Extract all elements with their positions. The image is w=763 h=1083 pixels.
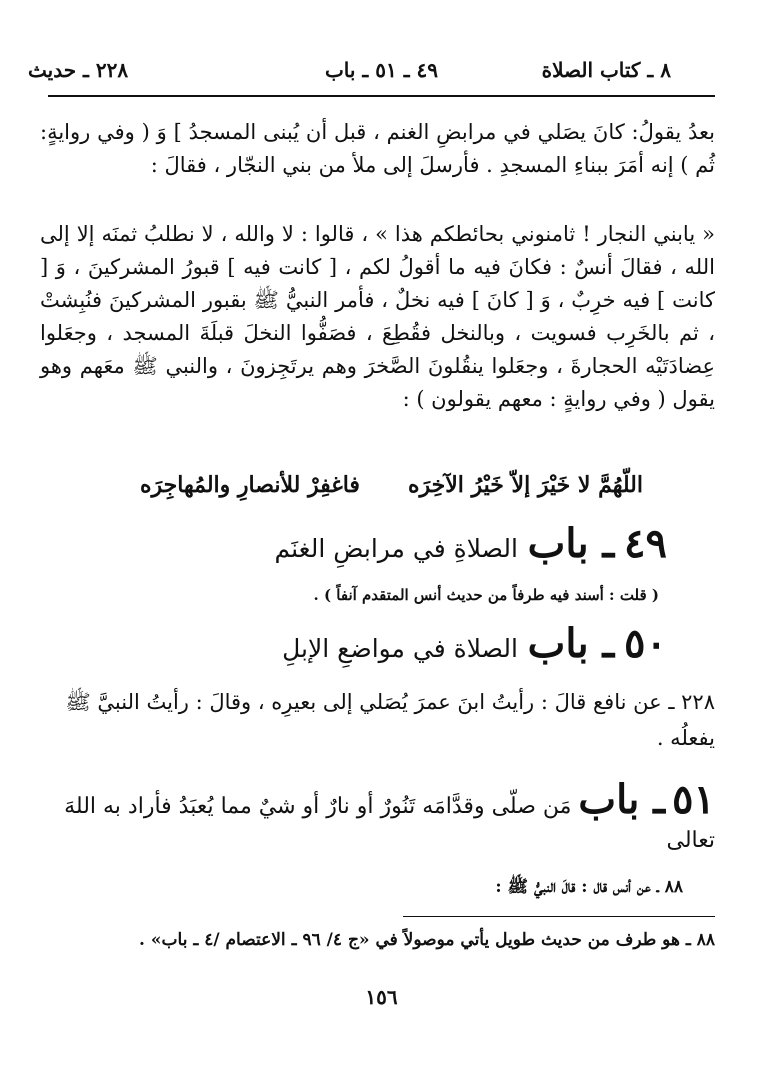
chapter-50-number: ٥٠ — [624, 620, 667, 667]
footnote-88: ٨٨ ـ هو طرف من حديث طويل يأتي موصولاً في «ج ٤/ ٩٦ ـ الاعتصام /٤ ـ باب» . — [139, 930, 715, 950]
page-number: ١٥٦ — [365, 985, 398, 1009]
hadith-228: ٢٢٨ ـ عن نافع قالَ : رأيتُ ابنَ عمرَ يُصَلي إلى بعيرِه ، وقالَ : رأيتُ النبيَّ ﷺ يفعلُه . — [65, 690, 715, 750]
footnote-rule — [403, 916, 715, 917]
verse-second-hemistich: فاغفِرْ للأنصارِ والمُهاجِرَه — [140, 472, 360, 498]
chapter-49-note: ( قلت : أسند فيه طرفاً من حديث أنس المتقدم آنفاً ) . — [313, 586, 659, 604]
verse-first-hemistich: اللّهُمَّ لا خَيْرَ إلاّ خَيْرُ الآخِرَه — [407, 472, 643, 498]
chapter-51-title: مَن صلّى وقدَّامَه تَنُورٌ أو نارٌ أو شيٌ مما يُعبَدُ فأراد به اللهَ — [64, 794, 572, 819]
hadith-88-line: ٨٨ ـ عن أنس قال : قالَ النبيُّ ﷺ : — [495, 877, 683, 897]
chapter-49-heading — [274, 520, 667, 567]
chapter-49-number: ٤٩ — [624, 520, 667, 567]
chapter-49-word: ـ باب — [527, 520, 615, 567]
paragraph-1: بعدُ يقولُ: كانَ يصَلي في مرابضِ الغنم ، قبل أن يُبنى المسجدُ ] وَ ( وفي روايةٍ: ثُم ) إنه أمَرَ ببناءِ المسجدِ . فأرسلَ إلى ملأ من بني النجّار ، فقالَ : — [40, 120, 715, 177]
chapter-49-title: الصلاةِ في مرابضِ الغنَم — [274, 534, 518, 563]
chapter-50-word: ـ باب — [527, 620, 615, 667]
chapter-50-title: الصلاة في مواضعِ الإبلِ — [282, 634, 518, 663]
chapter-51-title-tail: تعالى — [666, 828, 715, 853]
header-rule — [48, 95, 715, 97]
paragraph-2: « يابني النجار ! ثامنوني بحائطكم هذا » ، قالوا : لا والله ، لا نطلبُ ثمنَه إلا إلى الله ، فقالَ أنسٌ : فكانَ فيه ما أقولُ لكم ، [ كانت فيه ] قبورُ المشركينَ ، وَ [ كانت ] فيه خرِبٌ ، وَ [ كانَ ] فيه نخلٌ ، فأمر النبيُّ ﷺ بقبور المشركينَ فنُبِشتْ ، ثم بالخَرِب فسويت ، وبالنخل فقُطِعَ ، فصَفُّوا النخلَ قبلَةَ المسجد ، وجعَلوا عِضادَتَيْه الحجارةَ ، وجعَلوا ينقُلونَ الصَّخرَ وهم يرتَجِزونَ ، والنبي ﷺ معَهم وهو يقول ( وفي روايةٍ : معهم يقولون ) : — [40, 222, 715, 411]
chapter-51-number: ٥١ — [672, 776, 715, 823]
header-hadith-number: ٢٢٨ ـ حديث — [28, 58, 129, 82]
chapter-51-heading — [40, 770, 715, 837]
header-chapter-range: ٤٩ ـ ٥١ ـ باب — [324, 58, 439, 82]
chapter-51-word: ـ باب — [578, 776, 666, 823]
chapter-50-heading — [282, 620, 667, 667]
header-book-title: ٨ ـ كتاب الصلاة — [541, 58, 671, 82]
